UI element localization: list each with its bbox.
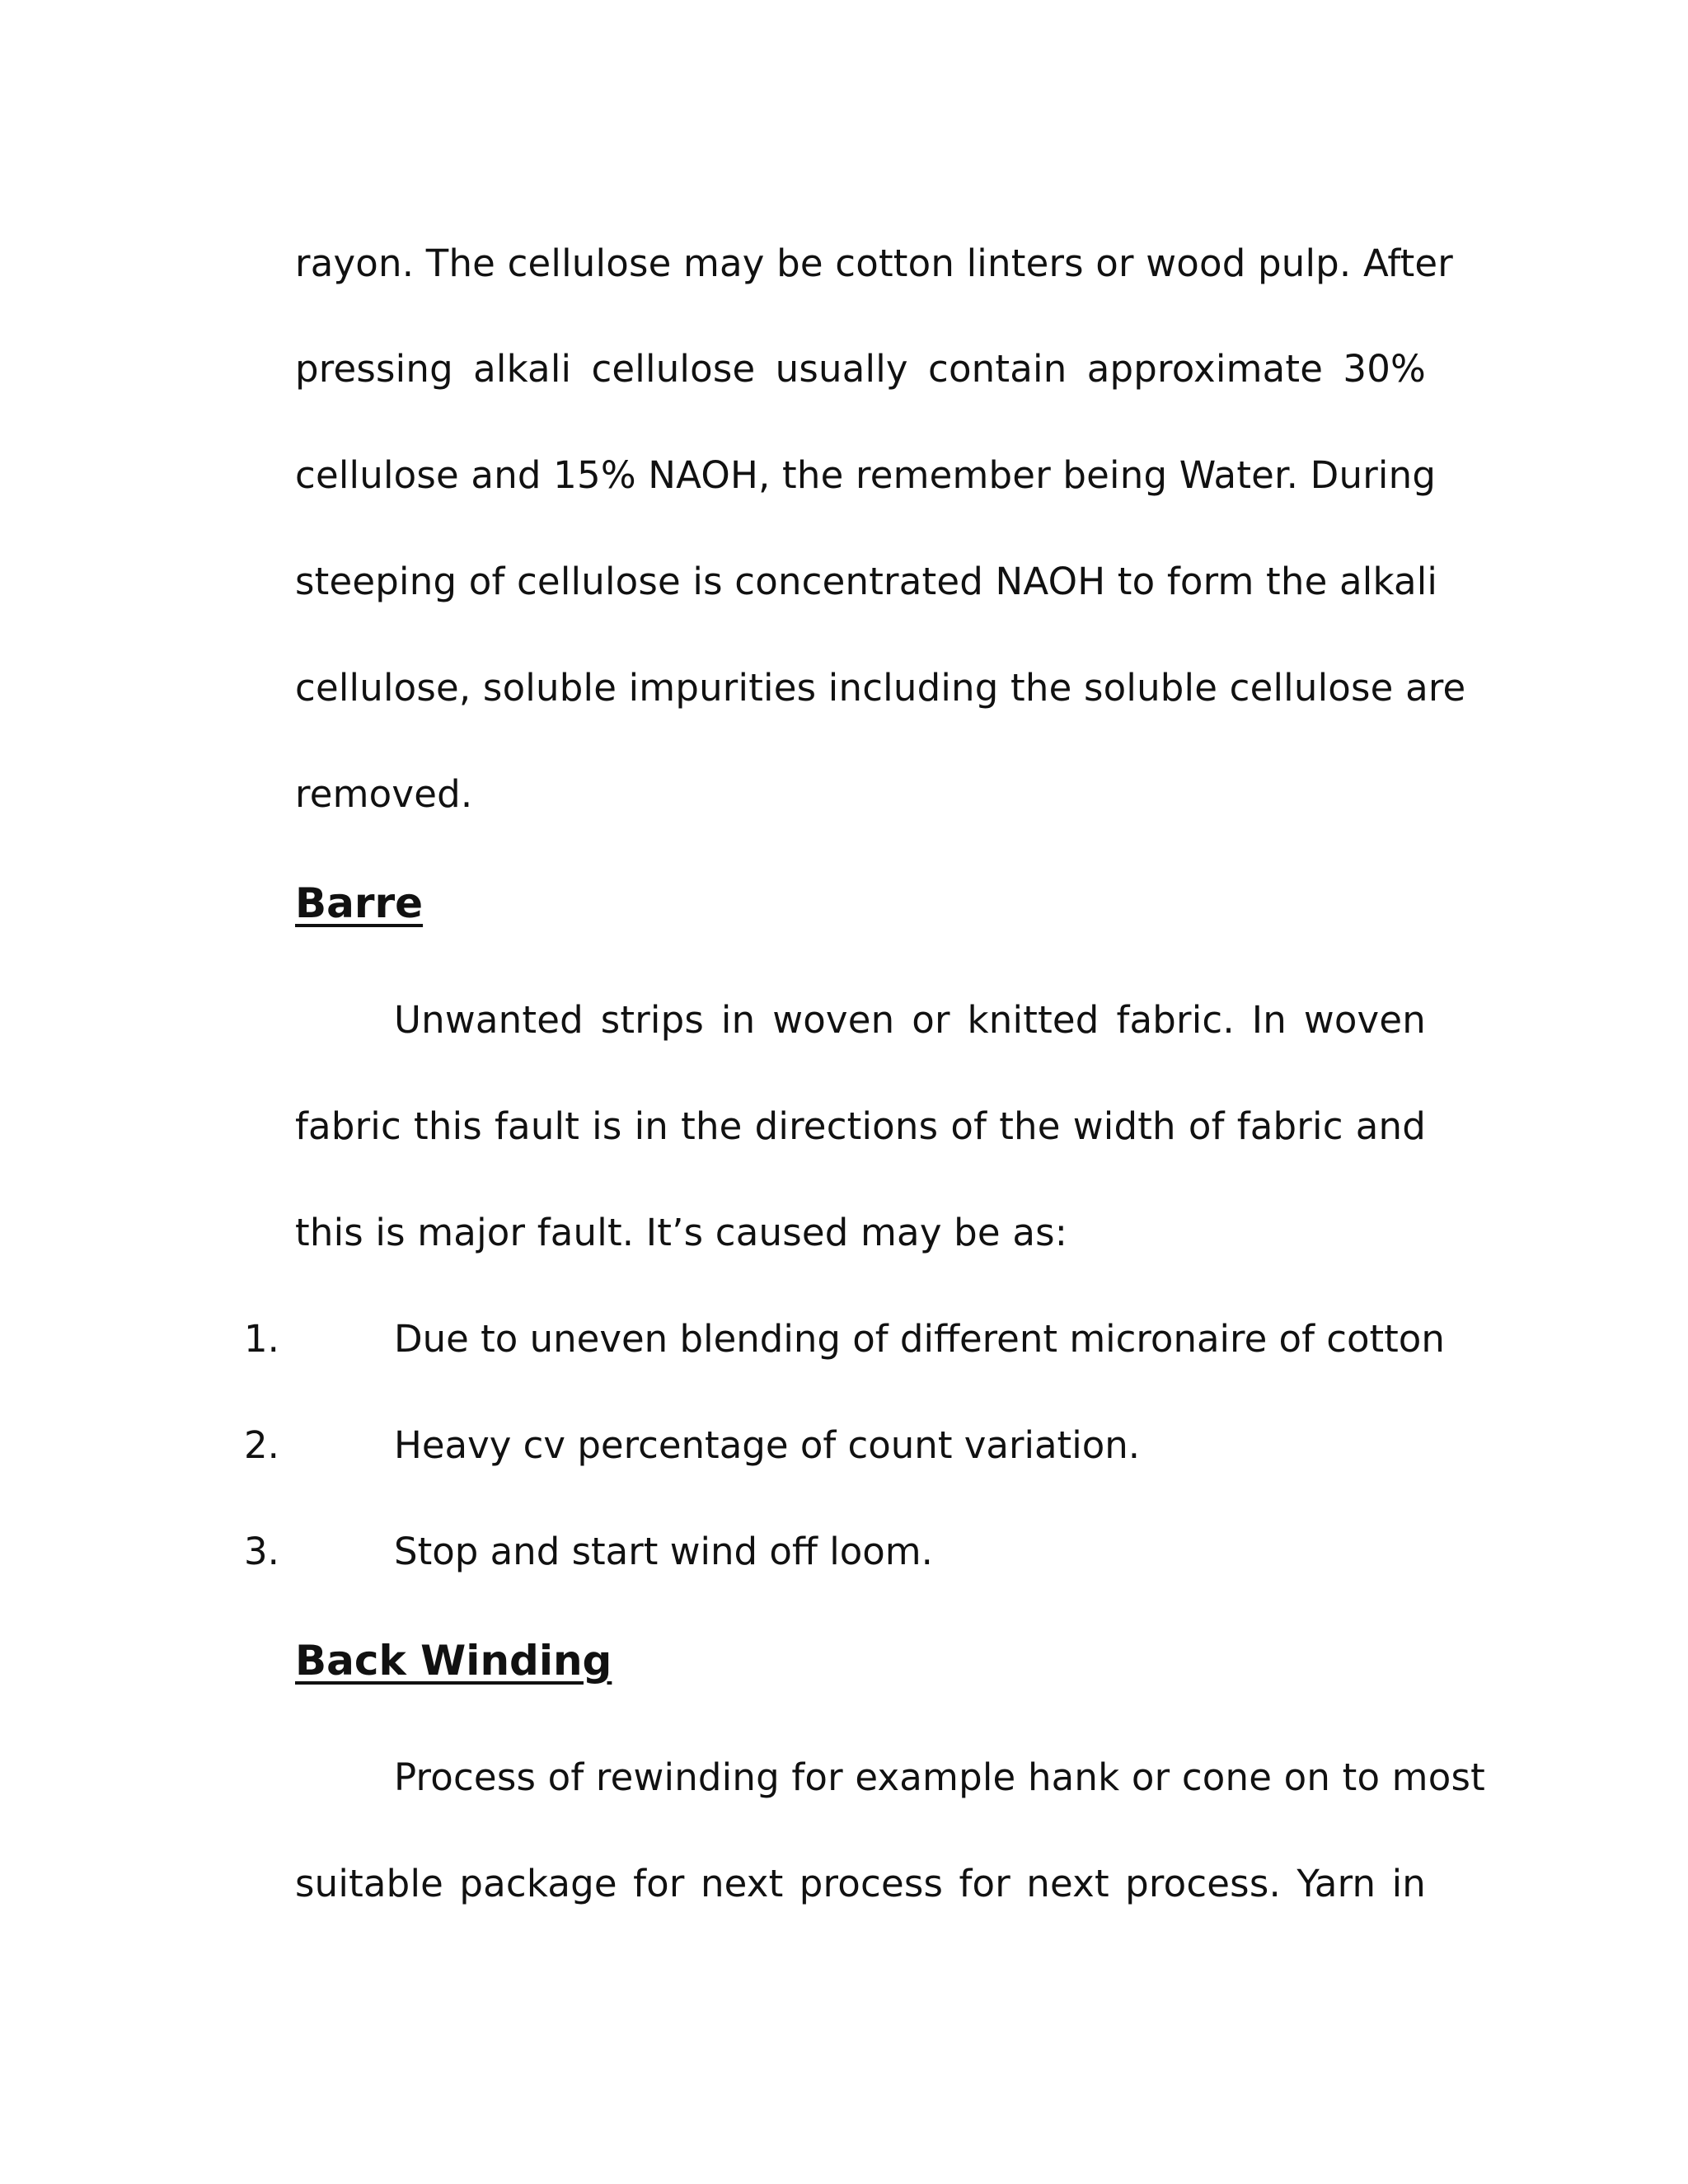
list-number: 3. (244, 1530, 279, 1573)
list-item: Heavy cv percentage of count variation. (394, 1423, 1141, 1467)
paragraph-line: Process of rewinding for example hank or cone on to most (394, 1755, 1485, 1799)
paragraph-line: steeping of cellulose is concentrated NAOH to form the alkali (295, 560, 1438, 603)
paragraph-line: this is major fault. It’s caused may be as: (295, 1211, 1068, 1254)
section-heading-barre: Barre (295, 879, 424, 927)
list-number: 2. (244, 1423, 279, 1467)
list-number: 1. (244, 1317, 279, 1361)
paragraph-line: cellulose, soluble impurities including the soluble cellulose are (295, 666, 1466, 710)
paragraph-line: suitable package for next process for next process. Yarn in (295, 1862, 1426, 1905)
paragraph-line: rayon. The cellulose may be cotton linters or wood pulp. After (295, 241, 1454, 285)
paragraph-line: pressing alkali cellulose usually contain approximate 30% (295, 347, 1426, 391)
section-heading-back-winding: Back Winding (295, 1637, 612, 1685)
paragraph-line: fabric this fault is in the directions of the width of fabric and (295, 1104, 1426, 1148)
list-item: Due to uneven blending of different micronaire of cotton (394, 1317, 1445, 1361)
list-item: Stop and start wind off loom. (394, 1530, 933, 1573)
paragraph-line: cellulose and 15% NAOH, the remember being Water. During (295, 453, 1437, 497)
paragraph-line: removed. (295, 772, 473, 816)
paragraph-line: Unwanted strips in woven or knitted fabric. In woven (394, 998, 1426, 1042)
